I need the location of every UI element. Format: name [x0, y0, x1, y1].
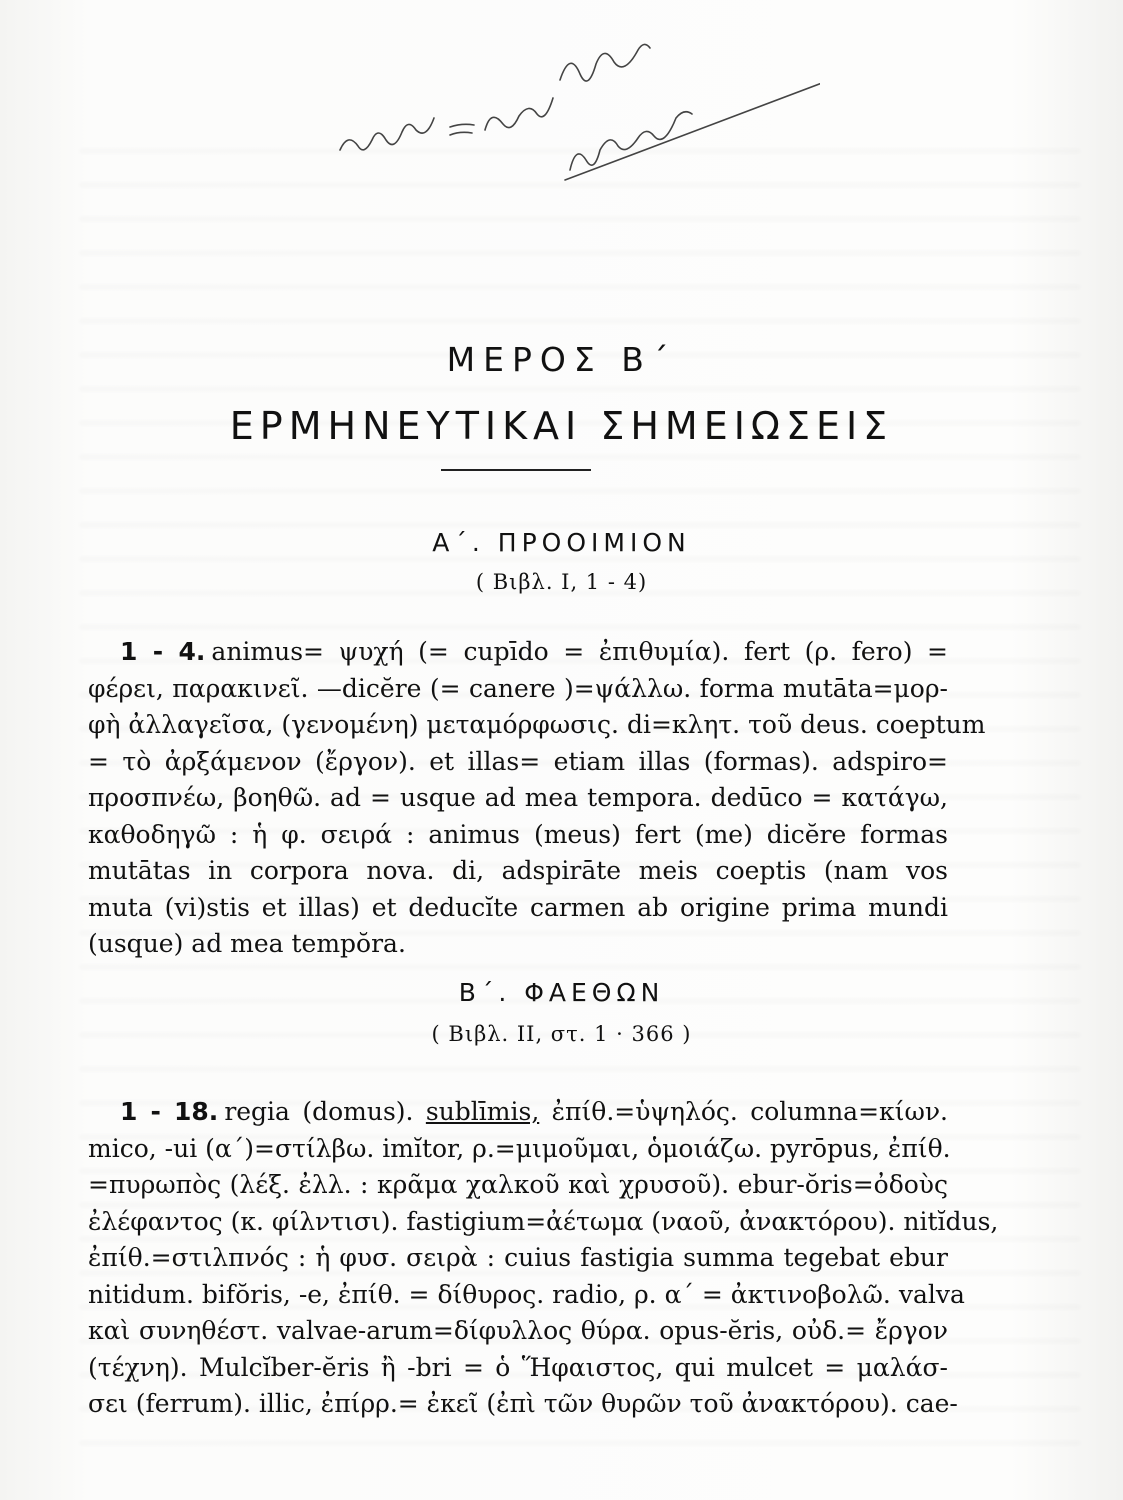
commentary-line: (τέχνη). Mulcĭber-ĕris ἢ -bri = ὁ Ἥφαιστος, qui mulcet = μαλάσ- — [88, 1352, 948, 1382]
commentary-line: ἐπίθ.=στιλπνός : ἡ φυσ. σειρὰ : cuius fastigia summa tegebat ebur — [88, 1243, 948, 1272]
commentary-line: =πυρωπὸς (λέξ. ἐλλ. : κρᾶμα χαλκοῦ καὶ χρυσοῦ). ebur-ŏris=ὀδοὺς — [88, 1170, 948, 1199]
commentary-line: φέρει, παρακινεῖ. —dicĕre (= canere )=ψάλλω. forma mutāta=μορ- — [88, 673, 948, 703]
verse-number: 1 - 18. — [120, 1097, 219, 1126]
commentary-line: nitidum. bifŏris, -e, ἐπίθ. = δίθυρος. radio, ρ. α΄ = ἀκτινοβολῶ. valva — [88, 1279, 965, 1309]
part-title: ΜΕΡΟΣ Β΄ — [446, 340, 677, 379]
verse-number: 1 - 4. — [120, 637, 206, 666]
commentary-line: (usque) ad mea tempŏra. — [88, 929, 406, 958]
commentary-line: muta (vi)stis et illas) et deducĭte carmen ab origine prima mundi — [88, 892, 948, 922]
commentary-line: mico, -ui (α΄)=στίλβω. imĭtor, ρ.=μιμοῦμαι, ὁμοιάζω. pyrōpus, ἐπίθ. — [88, 1133, 951, 1163]
handwritten-annotation — [300, 30, 820, 200]
section-a-reference: ( Βιβλ. I, 1 - 4) — [475, 570, 648, 594]
commentary-line: = τὸ ἀρξάμενον (ἔργον). et illas= etiam illas (formas). adspiro= — [88, 746, 948, 776]
commentary-line: φὴ ἀλλαγεῖσα, (γενομένη) μεταμόρφωσις. di=κλητ. τοῦ deus. coeptum — [88, 710, 986, 739]
commentary-line: καθοδηγῶ : ἡ φ. σειρά : animus (meus) fert (me) dicĕre formas — [88, 819, 948, 849]
heading-divider — [441, 469, 591, 471]
section-a-title: Α΄. ΠΡΟΟΙΜΙΟΝ — [432, 528, 691, 557]
commentary-line: mutātas in corpora nova. di, adspirāte meis coeptis (nam vos — [88, 856, 948, 885]
commentary-line: σει (ferrum). illic, ἐπίρρ.= ἐκεῖ (ἐπὶ τῶν θυρῶν τοῦ ἀνακτόρου). cae- — [88, 1389, 958, 1418]
section-b-title: Β΄. ΦΑΕΘΩΝ — [458, 978, 665, 1007]
commentary-line: ἐλέφαντος (κ. φίλντισι). fastigium=ἀέτωμα (ναοῦ, ἀνακτόρου). nitĭdus, — [88, 1206, 999, 1236]
commentary-line: καὶ συνηθέστ. valvae-arum=δίφυλλος θύρα. opus-ĕris, οὐδ.= ἔργον — [88, 1316, 948, 1345]
page-heading: ΕΡΜΗΝΕΥΤΙΚΑΙ ΣΗΜΕΙΩΣΕΙΣ — [229, 404, 894, 448]
section-a-commentary — [88, 634, 986, 963]
section-b-commentary — [88, 1094, 999, 1423]
section-b-reference: ( Βιβλ. II, στ. 1 · 366 ) — [431, 1022, 692, 1046]
commentary-line: 1 - 18. regia (domus). sublīmis, ἐπίθ.=ὑψηλός. columna=κίων. — [120, 1097, 948, 1126]
commentary-line: προσπνέω, βοηθῶ. ad = usque ad mea tempora. dedūco = κατάγω, — [88, 783, 948, 812]
commentary-line: 1 - 4. animus= ψυχή (= cupīdo = ἐπιθυμία). fert (ρ. fero) = — [120, 637, 949, 666]
